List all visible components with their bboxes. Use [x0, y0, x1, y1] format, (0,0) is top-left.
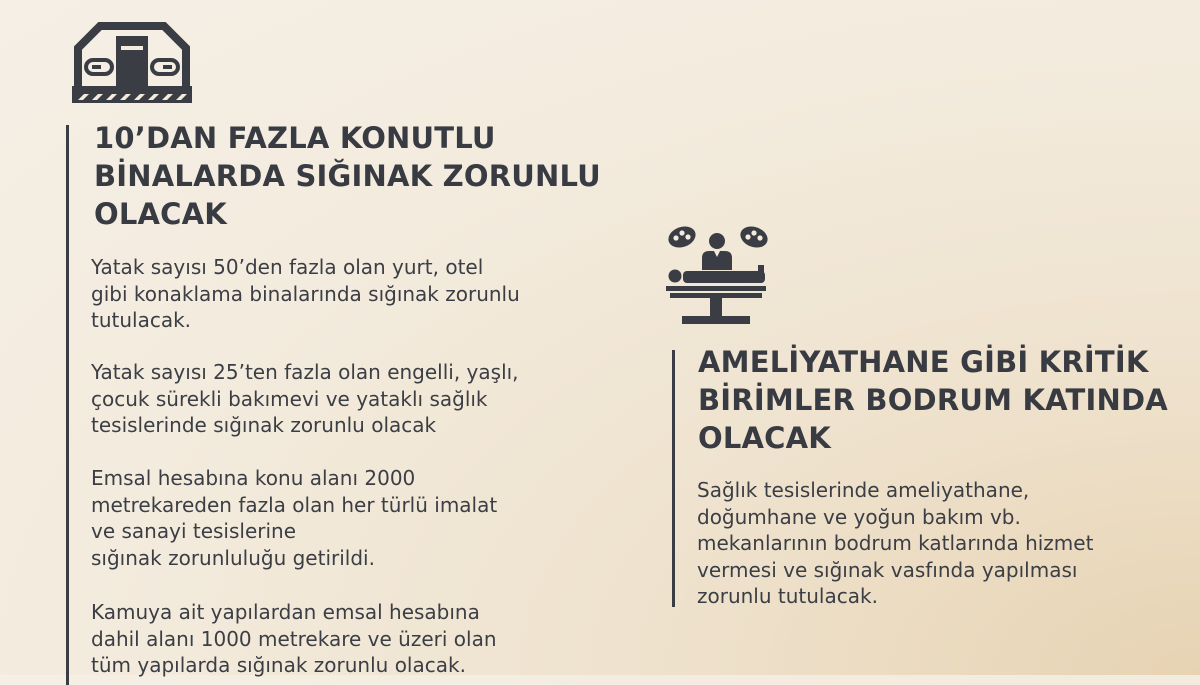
left-heading-line: OLACAK: [94, 197, 227, 231]
right-heading-line: OLACAK: [698, 421, 831, 455]
paragraph-line: Yatak sayısı 50’den fazla olan yurt, otel: [91, 255, 484, 279]
paragraph-line: vermesi ve sığınak vasfında yapılması: [697, 557, 1078, 582]
operating-room-icon: [664, 222, 772, 326]
left-paragraph-2: [91, 359, 519, 439]
left-heading-line: BİNALARDA SIĞINAK ZORUNLU: [94, 159, 601, 193]
paragraph-line: dahil alanı 1000 metrekare ve üzeri olan: [91, 626, 497, 651]
paragraph-line: sığınak zorunluluğu getirildi.: [91, 545, 375, 570]
right-heading-line: BİRİMLER BODRUM KATINDA: [698, 383, 1168, 417]
paragraph-line: mekanlarının bodrum katlarında hizmet: [697, 531, 1094, 555]
right-heading: [698, 343, 1168, 457]
paragraph-line: tesislerinde sığınak zorunlu olacak: [91, 413, 437, 437]
paragraph-line: çocuk sürekli bakımevi ve yataklı sağlık: [91, 386, 488, 411]
paragraph-line: gibi konaklama binalarında sığınak zorunlu: [91, 281, 520, 306]
right-paragraph-1: [697, 477, 1093, 610]
left-paragraph-1: [91, 254, 520, 334]
left-heading: [94, 119, 601, 233]
paragraph-line: metrekareden fazla olan her türlü imalat: [91, 492, 498, 517]
paragraph-line: Kamuya ait yapılardan emsal hesabına: [91, 600, 480, 624]
left-heading-line: 10’DAN FAZLA KONUTLU: [94, 121, 496, 155]
shelter-icon: [72, 20, 192, 104]
left-accent-bar: [66, 125, 69, 685]
paragraph-line: ve sanayi tesislerine: [91, 519, 297, 543]
left-paragraph-4: [91, 599, 497, 679]
left-paragraph-3: [91, 465, 497, 571]
paragraph-line: zorunlu tutulacak.: [697, 584, 878, 608]
paragraph-line: Yatak sayısı 25’ten fazla olan engelli, yaşlı,: [91, 360, 519, 384]
paragraph-line: tutulacak.: [91, 308, 192, 332]
right-heading-line: AMELİYATHANE GİBİ KRİTİK: [698, 345, 1149, 379]
paragraph-line: doğumhane ve yoğun bakım vb.: [697, 504, 1021, 529]
paragraph-line: Emsal hesabına konu alanı 2000: [91, 466, 416, 490]
paragraph-line: Sağlık tesislerinde ameliyathane,: [697, 478, 1030, 502]
right-accent-bar: [672, 350, 675, 607]
paragraph-line: tüm yapılarda sığınak zorunlu olacak.: [91, 653, 466, 677]
